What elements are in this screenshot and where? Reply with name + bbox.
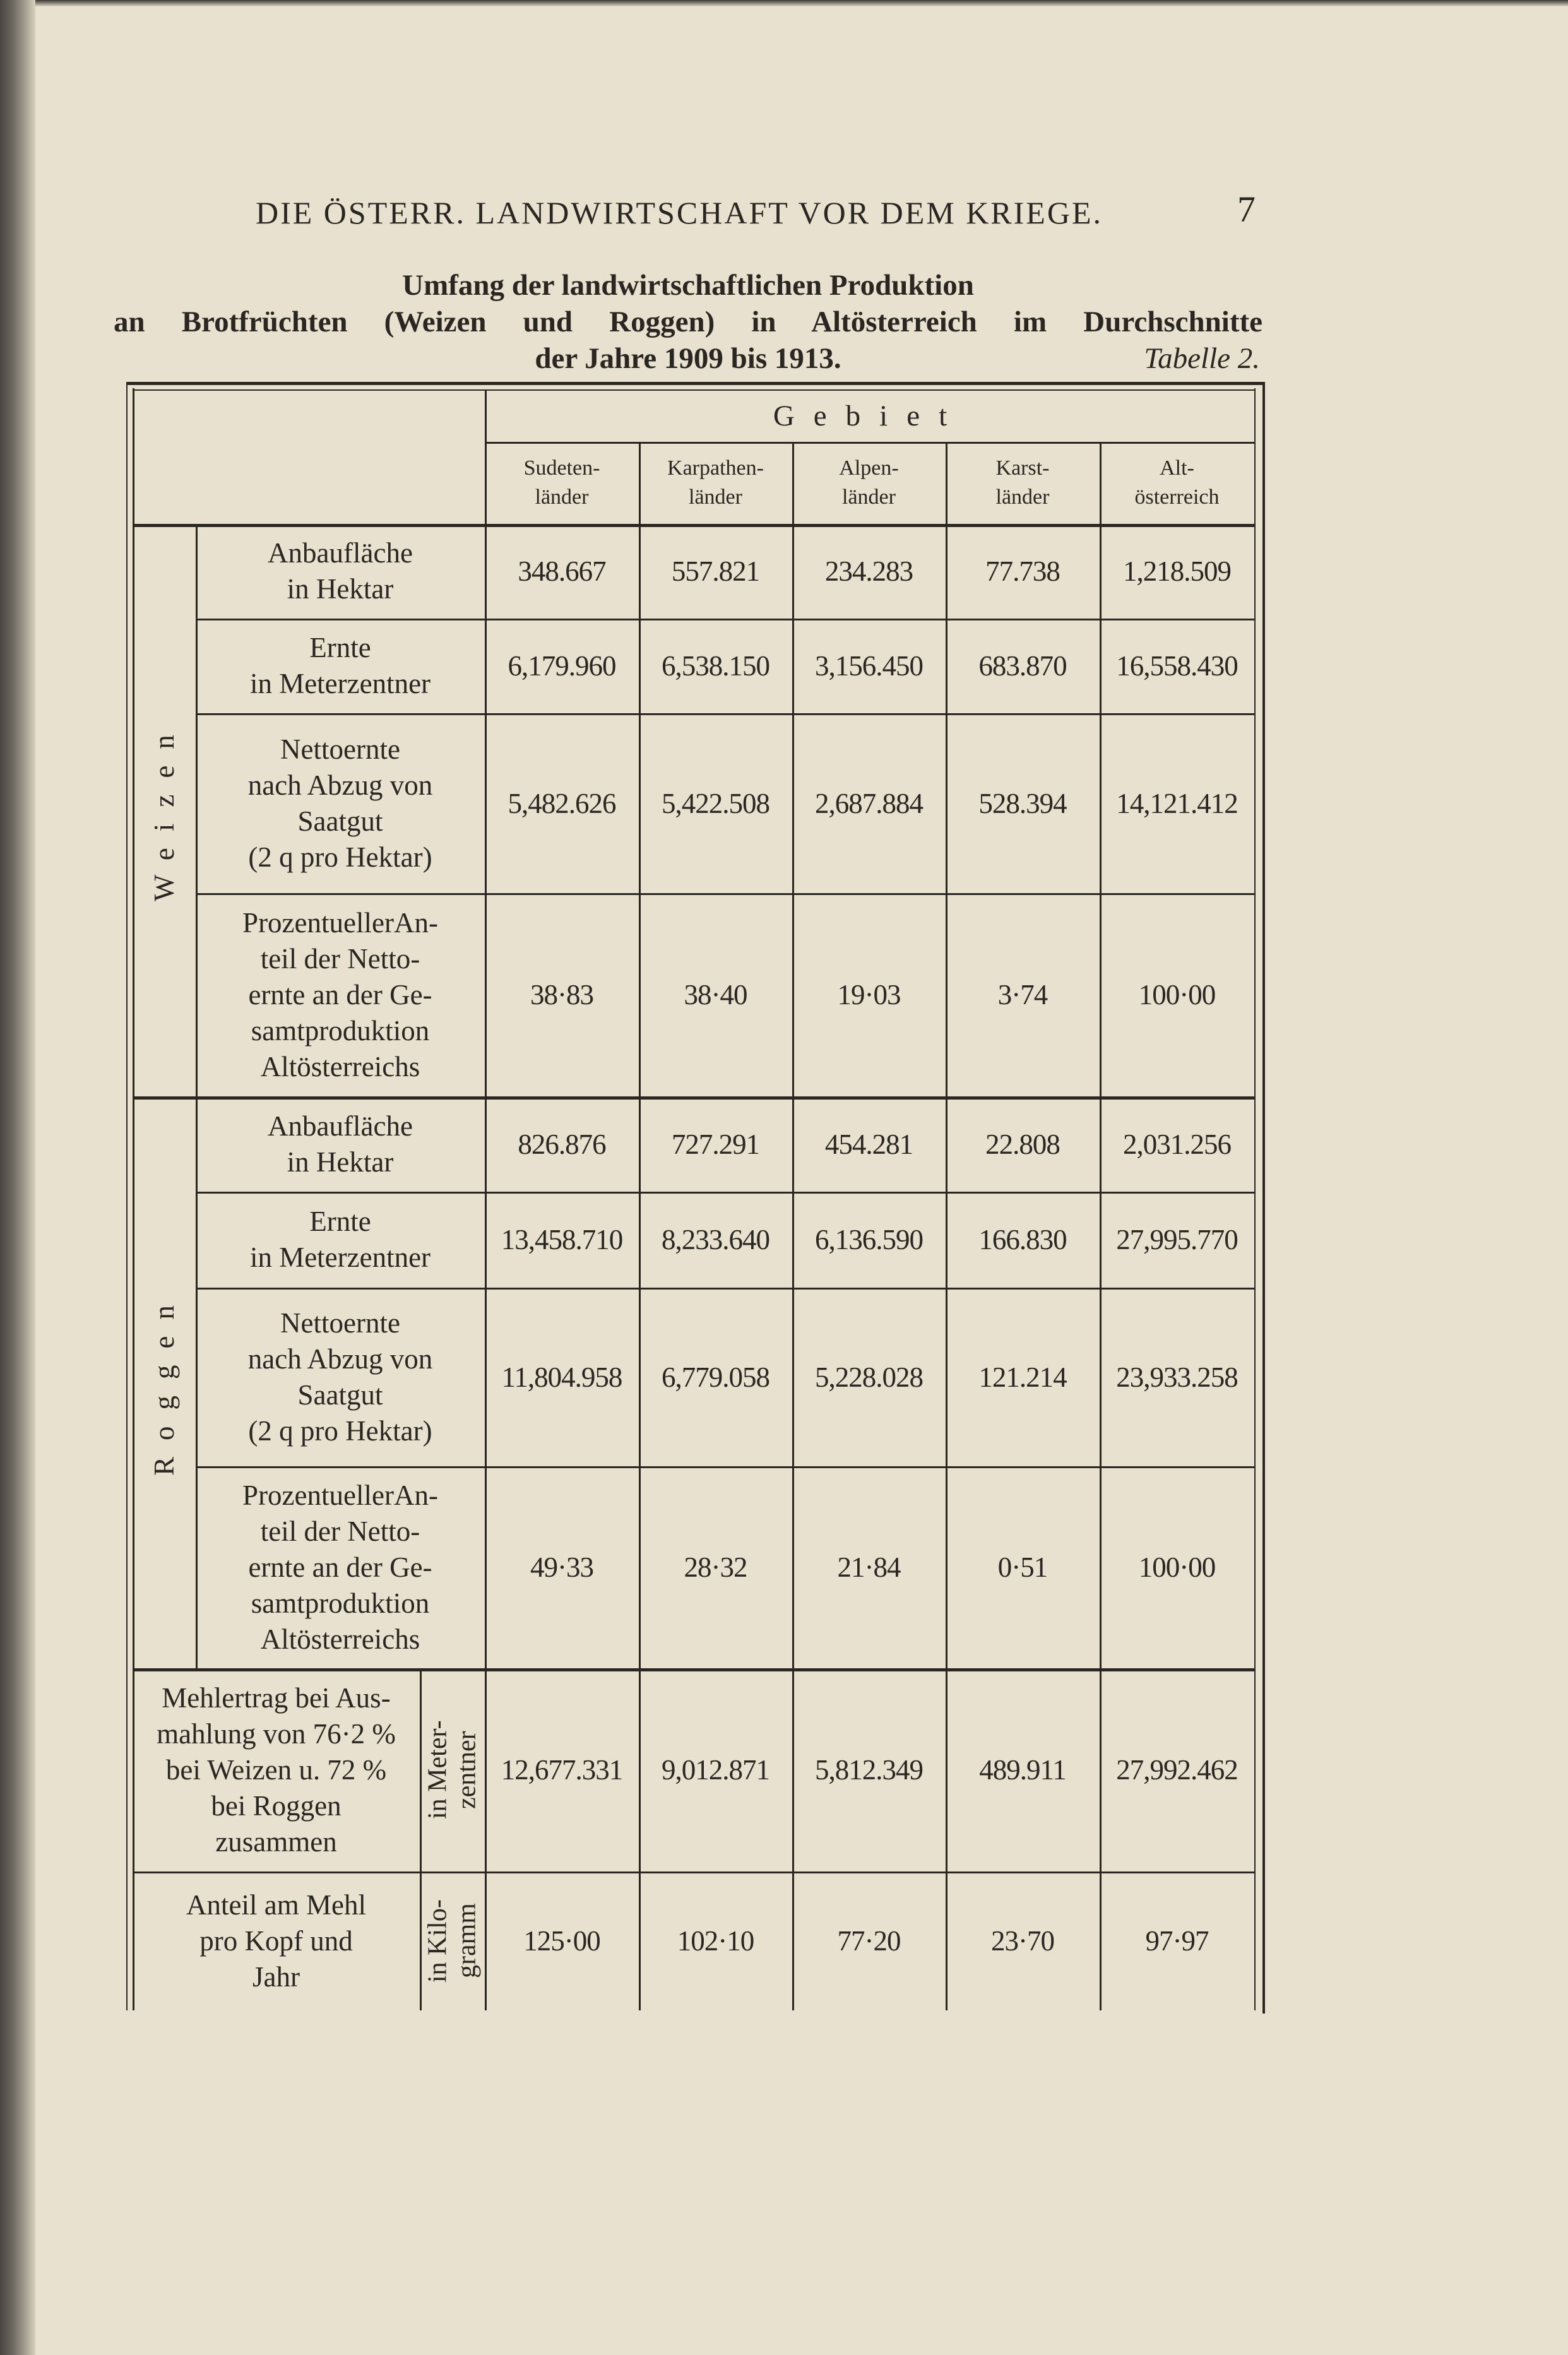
table-title-line-3: der Jahre 1909 bis 1913. (535, 342, 841, 375)
table-cell: 6,538.150 (662, 650, 769, 682)
table-cell: 27,992.462 (1116, 1754, 1238, 1786)
table-cell: 489.911 (979, 1754, 1066, 1786)
book-spine-shadow (0, 0, 35, 2355)
row-label: Ernte in Meterzentner (249, 632, 431, 699)
column-rule (792, 1096, 794, 1668)
row-label: Nettoernte nach Abzug von Saatgut (2 q pro Hektar) (247, 1307, 433, 1447)
table-cell: 23·70 (991, 1925, 1054, 1957)
table-cell: 9,012.871 (662, 1754, 769, 1786)
column-header-divider (639, 442, 641, 524)
table-cell: 234.283 (824, 555, 913, 587)
table-cell: 5,482.626 (508, 787, 616, 819)
column-rule (639, 1668, 641, 1872)
table-cell: 166.830 (978, 1224, 1067, 1255)
table-cell: 2,031.256 (1123, 1128, 1231, 1160)
table-cell: 19·03 (837, 979, 901, 1011)
column-header-divider (1100, 442, 1102, 524)
row-label: Ernte in Meterzentner (249, 1206, 431, 1273)
header-divider (485, 389, 487, 524)
table-cell: 38·40 (684, 979, 747, 1011)
page-number: 7 (1237, 189, 1256, 230)
column-rule (792, 1872, 794, 2010)
table-cell: 100·00 (1138, 1551, 1216, 1583)
mehl-unit-label: in Meter- zentner (423, 1720, 482, 1820)
table-cell: 22.808 (985, 1128, 1060, 1160)
table-cell: 5,422.508 (662, 787, 769, 819)
column-rule (639, 1872, 641, 2010)
column-rule (946, 524, 947, 1096)
column-rule (946, 1096, 947, 1668)
table-title-line-1: Umfang der landwirtschaftlichen Produktion (402, 269, 974, 302)
table-cell: 6,179.960 (508, 650, 616, 682)
table-cell: 6,136.590 (815, 1224, 923, 1255)
column-header: Karst- länder (995, 456, 1050, 509)
row-label: ProzentuellerAn- teil der Netto- ernte an der Ge- samtproduktion Altösterreichs (242, 906, 438, 1083)
column-rule (792, 524, 794, 1096)
table-cell: 3,156.450 (815, 650, 923, 682)
column-rule (1100, 1872, 1102, 2010)
table-cell: 0·51 (997, 1551, 1048, 1583)
table-cell: 727.291 (671, 1128, 760, 1160)
column-rule (1100, 524, 1102, 1096)
column-rule (792, 1668, 794, 1872)
column-rule (1100, 1096, 1102, 1668)
row-label: ProzentuellerAn- teil der Netto- ernte an der Ge- samtproduktion Altösterreichs (242, 1479, 438, 1655)
table-cell: 49·33 (530, 1551, 593, 1583)
table-cell: 1,218.509 (1123, 555, 1231, 587)
column-header: Alt- österreich (1134, 456, 1220, 509)
table-cell: 13,458.710 (501, 1224, 623, 1255)
column-header: Sudeten- länder (523, 456, 600, 509)
table-cell: 11,804.958 (501, 1361, 622, 1393)
column-rule (485, 1668, 487, 1872)
table-frame-left (126, 382, 128, 2010)
table-cell: 2,687.884 (815, 787, 923, 819)
table-cell: 102·10 (677, 1925, 754, 1957)
group-header-gebiet: Gebiet (773, 399, 966, 432)
row-label: Nettoernte nach Abzug von Saatgut (2 q pro Hektar) (247, 733, 433, 873)
column-header-divider (792, 442, 794, 524)
table-cell: 21·84 (837, 1551, 901, 1583)
mehl-bottom-rule (133, 1872, 1254, 1873)
page-top-edge (35, 0, 1568, 6)
anteil-unit-label: in Kilo- gramm (423, 1899, 482, 1983)
table-cell: 6,779.058 (662, 1361, 769, 1393)
table-cell: 8,233.640 (662, 1224, 769, 1255)
table-cell: 454.281 (824, 1128, 913, 1160)
group-label-weizen: Weizen (148, 718, 180, 902)
column-rule (485, 524, 487, 1096)
group-label-roggen: Roggen (148, 1289, 180, 1476)
column-rule (639, 524, 641, 1096)
table-frame-inner-right (1254, 388, 1256, 2010)
table-cell: 97·97 (1145, 1925, 1209, 1957)
row-label: Anbaufläche in Hektar (268, 537, 413, 605)
column-rule (946, 1872, 947, 2010)
table-cell: 348.667 (518, 555, 606, 587)
table-cell: 826.876 (518, 1128, 606, 1160)
unit-divider (420, 1668, 422, 1872)
table-title-line-2: an Brotfrüchten (Weizen und Roggen) in Altösterreich im Durchschnitte (114, 305, 1262, 338)
anteil-row-label: Anteil am Mehl pro Kopf und Jahr (186, 1889, 366, 1993)
table-cell: 683.870 (978, 650, 1067, 682)
column-header: Karpathen- länder (667, 456, 764, 509)
column-rule (485, 1872, 487, 2010)
table-cell: 77·20 (837, 1925, 901, 1957)
table-cell: 5,812.349 (815, 1754, 923, 1786)
column-rule (485, 1096, 487, 1668)
column-rule (1100, 1668, 1102, 1872)
table-cell: 557.821 (671, 555, 760, 587)
mehl-row-label: Mehlertrag bei Aus- mahlung von 76·2 % bei Weizen u. 72 % bei Roggen zusammen (157, 1682, 396, 1858)
table-cell: 28·32 (684, 1551, 747, 1583)
table-label: Tabelle 2. (1144, 342, 1260, 375)
column-header-divider (946, 442, 947, 524)
table-cell: 100·00 (1138, 979, 1216, 1011)
table-cell: 528.394 (978, 787, 1067, 819)
column-rule (639, 1096, 641, 1668)
table-cell: 14,121.412 (1116, 787, 1238, 819)
table-cell: 5,228.028 (815, 1361, 923, 1393)
column-rule (946, 1668, 947, 1872)
table-cell: 121.214 (978, 1361, 1067, 1393)
row-label: Anbaufläche in Hektar (268, 1110, 413, 1178)
table-cell: 3·74 (997, 979, 1048, 1011)
table-cell: 38·83 (530, 979, 593, 1011)
table-cell: 12,677.331 (501, 1754, 623, 1786)
table-cell: 16,558.430 (1116, 650, 1238, 682)
table-cell: 77.738 (985, 555, 1060, 587)
unit-divider (420, 1872, 422, 2010)
table-cell: 23,933.258 (1116, 1361, 1238, 1393)
table-cell: 27,995.770 (1116, 1224, 1238, 1255)
table-cell: 125·00 (523, 1925, 600, 1957)
running-head: DIE ÖSTERR. LANDWIRTSCHAFT VOR DEM KRIEGE. (256, 195, 1103, 230)
column-header: Alpen- länder (839, 456, 899, 509)
